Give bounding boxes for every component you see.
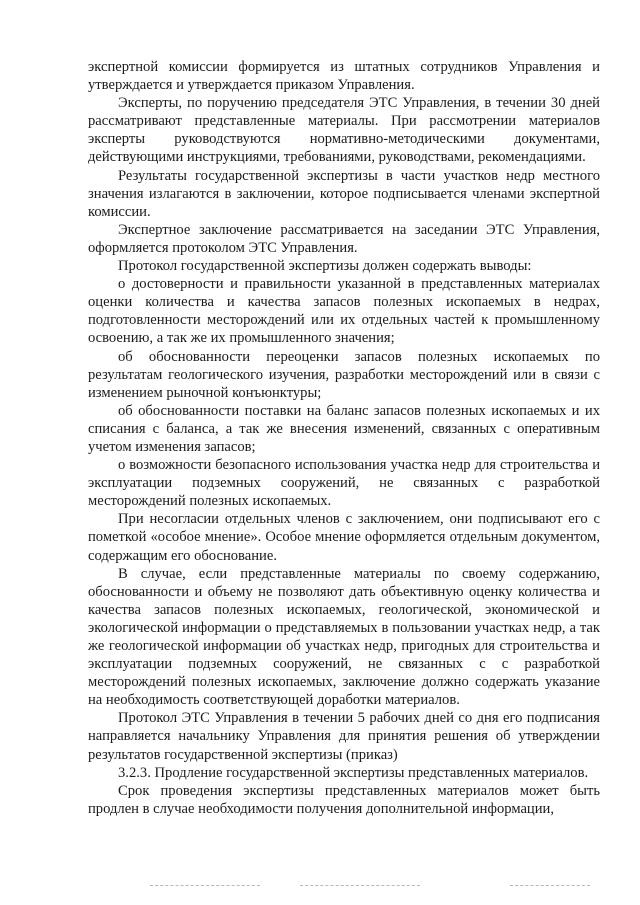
conclusion-item-2: об обоснованности переоценки запасов полезных ископаемых по результатам геологического изучения, разработки месторождений или в связи с изменением рыночной конъюнктуры; [88, 348, 600, 401]
paragraph-protocol-submission: Протокол ЭТС Управления в течении 5 рабочих дней со дня его подписания направляется начальнику Управления для принятия решения об утверждении результатов государственной экспертизы (приказ) [88, 710, 600, 763]
footer-rule-left [150, 885, 260, 887]
conclusion-item-3: об обоснованности поставки на баланс запасов полезных ископаемых и их списания с баланса, а так же внесения изменений, связанных с оперативным учетом изменения запасов; [88, 402, 600, 455]
conclusion-item-4: о возможности безопасного использования участка недр для строительства и эксплуатации подземных сооружений, не связанных с разработкой месторождений полезных ископаемых. [88, 457, 600, 510]
paragraph-dissent: При несогласии отдельных членов с заключением, они подписывают его с пометкой «особое мнение». Особое мнение оформляется отдельным документом, содержащим его обоснование. [88, 511, 600, 564]
section-heading-3-2-3: 3.2.3. Продление государственной экспертизы представленных материалов. [118, 764, 589, 781]
document-body [88, 58, 600, 818]
paragraph-extension: Срок проведения экспертизы представленных материалов может быть продлен в случае необходимости получения дополнительной информации, [88, 782, 600, 817]
paragraph-2: Эксперты, по поручению председателя ЭТС Управления, в течении 30 дней рассматривают представленные материалы. При рассмотрении материалов эксперты руководствуются нормативно-методическими документами, действующими инструкциями, требованиями, руководствами, рекомендациями. [88, 95, 600, 166]
paragraph-1: экспертной комиссии формируется из штатных сотрудников Управления и утверждается и утверждается приказом Управления. [88, 59, 600, 94]
paragraph-insufficient-materials: В случае, если представленные материалы по своему содержанию, обоснованности и объему не позволяют дать объективную оценку количества и качества запасов полезных ископаемых, геологической, экономической и экологической информации о представляемых в пользовании участках недр, а так же геологической информации об участках недр, пригодных для строительства и эксплуатации подземных сооружений, не связанных с с разработкой месторождений полезных ископаемых, заключение должно содержать указание на необходимость соответствующей доработки материалов. [88, 565, 600, 709]
conclusion-item-1: о достоверности и правильности указанной в представленных материалах оценки количества и качества запасов полезных ископаемых в недрах, подготовленности месторождений или их отдельных частей к промышленному освоению, а так же их промышленного значения; [88, 276, 600, 347]
paragraph-4: Экспертное заключение рассматривается на заседании ЭТС Управления, оформляется протоколом ЭТС Управления. [88, 221, 600, 256]
footer-rule-middle [300, 885, 420, 887]
paragraph-3: Результаты государственной экспертизы в части участков недр местного значения излагаются в заключении, которое подписывается членами экспертной комиссии. [88, 167, 600, 220]
footer-rule-right [510, 885, 590, 887]
paragraph-5: Протокол государственной экспертизы должен содержать выводы: [118, 258, 532, 275]
